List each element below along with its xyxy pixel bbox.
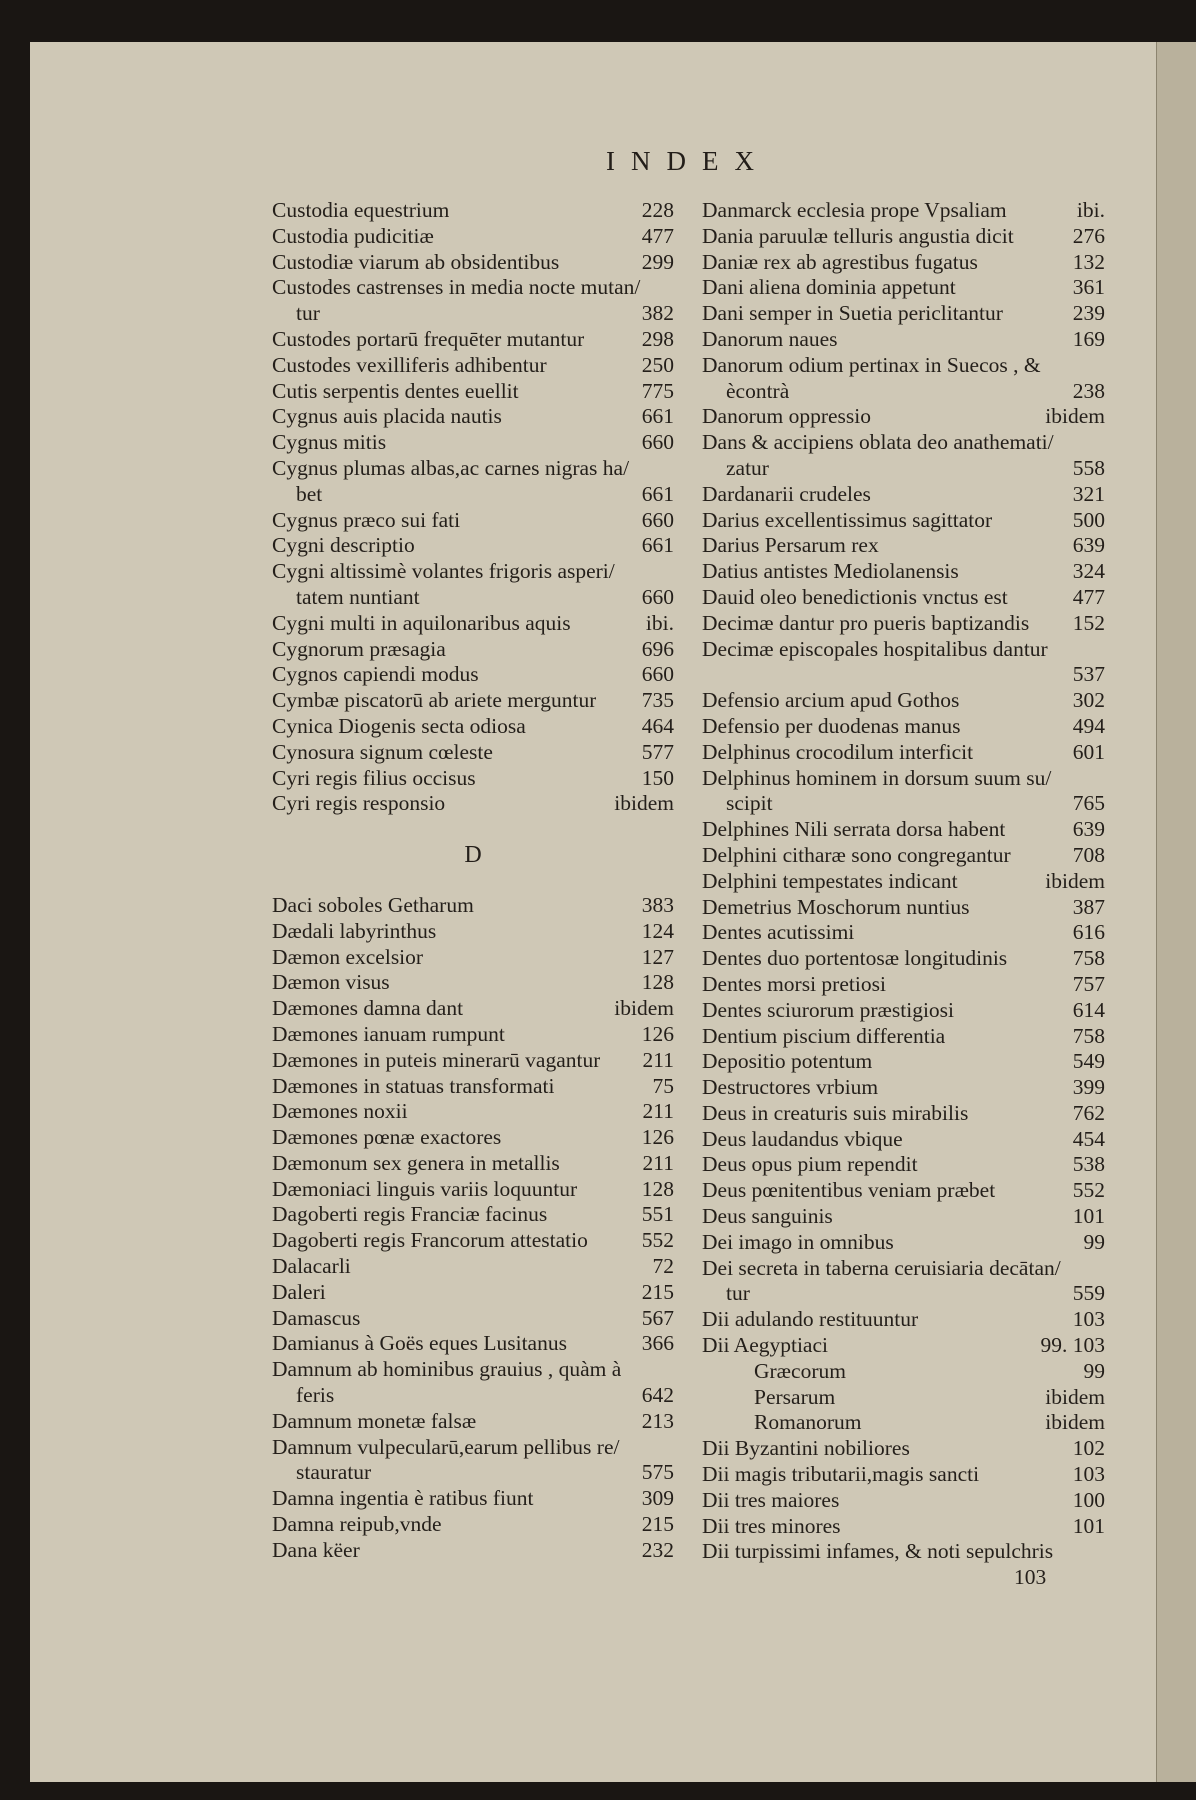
entry-text: Danorum oppressio <box>702 404 871 429</box>
index-entry <box>272 1409 674 1435</box>
index-entry <box>702 327 1105 353</box>
entry-page: 708 <box>1072 842 1105 867</box>
entry-text: Dauid oleo benedictionis vnctus est <box>702 584 1008 609</box>
entry-text: Darius Persarum rex <box>702 533 879 558</box>
index-entry-last: Dii turpissimi infames, & noti sepulchris 103 <box>702 1539 1054 1590</box>
entry-text: Custodiæ viarum ab obsidentibus <box>272 249 560 274</box>
entry-text: Cygnus auis placida nautis <box>272 404 502 429</box>
entry-page: 551 <box>641 1202 674 1227</box>
entry-text: Decimæ dantur pro pueris baptizandis <box>702 610 1030 635</box>
entry-page: 211 <box>642 1150 674 1175</box>
entry-page: 601 <box>1072 739 1105 764</box>
entry-text: Dæmones in puteis minerarū vagantur <box>272 1047 601 1072</box>
index-entry-wrapped: Dei secreta in taberna ceruisiaria decātan/ tur 559 <box>702 1255 1105 1306</box>
entry-text: Dii Byzantini nobiliores <box>702 1436 910 1461</box>
index-entry <box>272 250 674 276</box>
index-entry <box>702 1049 1105 1075</box>
entry-text: Dæmon excelsior <box>272 944 424 969</box>
right-subentries <box>702 1359 1105 1436</box>
entry-text: Custodia equestrium <box>272 198 450 222</box>
entry-text: Cynosura signum cœleste <box>272 739 493 764</box>
index-entry <box>272 970 674 996</box>
entry-page: 127 <box>641 944 674 969</box>
entry-page: 101 <box>1072 1204 1105 1229</box>
index-entry <box>272 379 674 405</box>
entry-text: Damascus <box>272 1305 361 1330</box>
entry-page: 500 <box>1072 507 1105 532</box>
index-entry <box>702 585 1105 611</box>
entry-text: Danorum naues <box>702 326 838 351</box>
index-entry <box>702 1307 1105 1333</box>
entry-text: Dei imago in omnibus <box>702 1229 894 1254</box>
entry-page: 660 <box>641 662 674 687</box>
entry-text: Cygni multi in aquilonaribus aquis <box>272 610 571 635</box>
index-entry <box>272 611 674 637</box>
entry-text: Custodes portarū frequēter mutantur <box>272 326 585 351</box>
entry-text: Deus sanguinis <box>702 1204 833 1229</box>
index-entry <box>702 508 1105 534</box>
entry-page: 696 <box>641 636 674 661</box>
entry-page: 99 <box>1083 1358 1105 1383</box>
entry-text: Cygnos capiendi modus <box>272 662 479 687</box>
left-group-f <box>272 1409 674 1435</box>
entry-page: 399 <box>1072 1075 1105 1100</box>
entry-page: 567 <box>641 1305 674 1330</box>
entry-page: 126 <box>641 1021 674 1046</box>
index-entry-wrapped: Danorum odium pertinax in Suecos , & ècontrà 238 <box>702 352 1105 403</box>
index-entry <box>272 198 674 224</box>
entry-page: ibidem <box>1045 1410 1105 1435</box>
entry-text: Dædali labyrinthus <box>272 918 437 943</box>
index-entry <box>272 1538 674 1564</box>
entry-page: 321 <box>1072 481 1105 506</box>
entry-text: Damianus à Goës eques Lusitanus <box>272 1331 567 1356</box>
entry-page: 72 <box>652 1254 674 1279</box>
entry-page: 549 <box>1072 1049 1105 1074</box>
entry-page: 152 <box>1072 610 1105 635</box>
entry-page: 661 <box>641 533 674 558</box>
entry-page: 639 <box>1072 533 1105 558</box>
index-entry <box>702 224 1105 250</box>
index-entry <box>272 1228 674 1254</box>
index-entry <box>272 791 674 817</box>
entry-text: Cynica Diogenis secta odiosa <box>272 713 526 738</box>
entry-text: Custodes vexilliferis adhibentur <box>272 352 547 377</box>
index-entry <box>272 766 674 792</box>
entry-page: 126 <box>641 1125 674 1150</box>
index-entry <box>702 1230 1105 1256</box>
index-entry <box>702 1075 1105 1101</box>
entry-text: Cygnus mitis <box>272 430 387 455</box>
entry-page: 124 <box>641 918 674 943</box>
index-entry <box>272 996 674 1022</box>
page-edge <box>1156 42 1196 1782</box>
index-entry <box>272 945 674 971</box>
entry-page: 309 <box>641 1486 674 1511</box>
index-entry-wrapped: Delphinus hominem in dorsum suum su/ scipit 765 <box>702 765 1105 816</box>
entry-text: Deus pœnitentibus veniam præbet <box>702 1178 996 1203</box>
entry-page: 660 <box>641 430 674 455</box>
index-entry <box>702 301 1105 327</box>
entry-page: ibidem <box>614 791 674 816</box>
index-entry <box>754 1385 1105 1411</box>
entry-text: Deus laudandus vbique <box>702 1126 903 1151</box>
index-entry <box>272 224 674 250</box>
index-entry <box>272 404 674 430</box>
entry-page: 552 <box>1072 1178 1105 1203</box>
entry-text: Datius antistes Mediolanensis <box>702 559 959 584</box>
entry-page: 383 <box>641 892 674 917</box>
entry-text: Defensio arcium apud Gothos <box>702 688 960 713</box>
entry-page: 538 <box>1072 1152 1105 1177</box>
index-entry <box>702 1488 1105 1514</box>
index-entry <box>702 1333 1105 1359</box>
left-group-a <box>272 198 674 275</box>
index-entry <box>754 1359 1105 1385</box>
left-column <box>272 198 674 1564</box>
entry-text: Dani aliena dominia appetunt <box>702 275 956 300</box>
index-entry <box>272 1074 674 1100</box>
entry-page: 211 <box>642 1047 674 1072</box>
entry-page: 757 <box>1072 971 1105 996</box>
entry-page: 775 <box>641 378 674 403</box>
entry-text: Dalacarli <box>272 1254 351 1279</box>
entry-page: 75 <box>652 1073 674 1098</box>
entry-text: Deus opus pium rependit <box>702 1152 918 1177</box>
entry-text: Dana këer <box>272 1537 360 1562</box>
index-entry-wrapped: Decimæ episcopales hospitalibus dantur 537 <box>702 636 1105 687</box>
entry-text: Dentes morsi pretiosi <box>702 971 886 996</box>
entry-text: Dæmones ianuam rumpunt <box>272 1021 505 1046</box>
left-group-b <box>272 327 674 456</box>
entry-text: Dii tres minores <box>702 1513 841 1538</box>
entry-text: Dentes duo portentosæ longitudinis <box>702 946 1008 971</box>
entry-page: 762 <box>1072 1100 1105 1125</box>
entry-text: Damna reipub,vnde <box>272 1512 442 1537</box>
index-entry <box>272 430 674 456</box>
entry-page: 132 <box>1072 249 1105 274</box>
index-entry <box>702 920 1105 946</box>
entry-page: 387 <box>1072 894 1105 919</box>
entry-text: Daleri <box>272 1279 326 1304</box>
index-entry <box>272 1306 674 1332</box>
entry-text: Dæmonum sex genera in metallis <box>272 1150 560 1175</box>
index-entry <box>272 637 674 663</box>
right-group-c <box>702 482 1105 637</box>
index-entry <box>272 1125 674 1151</box>
entry-text: Cygni descriptio <box>272 533 415 558</box>
entry-text: Dagoberti regis Franciæ facinus <box>272 1202 548 1227</box>
entry-text: Dii Aegyptiaci <box>702 1333 828 1358</box>
index-entry <box>272 662 674 688</box>
index-entry <box>702 972 1105 998</box>
entry-page: 758 <box>1072 946 1105 971</box>
entry-page: ibidem <box>1045 1384 1105 1409</box>
entry-text: Dagoberti regis Francorum attestatio <box>272 1228 588 1253</box>
entry-page: 128 <box>641 1176 674 1201</box>
index-entry <box>272 1177 674 1203</box>
index-entry <box>272 1486 674 1512</box>
index-entry-wrapped: Cygnus plumas albas,ac carnes nigras ha/ bet 661 <box>272 455 674 506</box>
index-entry <box>702 1024 1105 1050</box>
index-entry <box>702 275 1105 301</box>
index-entry <box>272 1280 674 1306</box>
entry-page: 577 <box>641 739 674 764</box>
entry-text: Dæmon visus <box>272 970 390 995</box>
entry-text: Deus in creaturis suis mirabilis <box>702 1100 969 1125</box>
entry-text: Danmarck ecclesia prope Vpsaliam <box>702 198 1007 222</box>
index-entry <box>272 740 674 766</box>
entry-text: Delphini tempestates indicant <box>702 868 958 893</box>
entry-page: 361 <box>1072 275 1105 300</box>
index-entry <box>702 688 1105 714</box>
entry-page: 215 <box>641 1512 674 1537</box>
entry-text: Dani semper in Suetia periclitantur <box>702 301 1003 326</box>
entry-page: 100 <box>1072 1487 1105 1512</box>
entry-text: Cygnus præco sui fati <box>272 507 461 532</box>
index-entry <box>702 533 1105 559</box>
entry-text: Cyri regis filius occisus <box>272 765 476 790</box>
entry-page: 302 <box>1072 688 1105 713</box>
entry-text: Dentium piscium differentia <box>702 1023 946 1048</box>
entry-text: Damna ingentia è ratibus fiunt <box>272 1486 534 1511</box>
entry-text: Dania paruulæ telluris angustia dicit <box>702 223 1014 248</box>
index-entry <box>272 1202 674 1228</box>
index-entry <box>702 198 1105 224</box>
index-entry <box>272 508 674 534</box>
entry-page: 150 <box>641 765 674 790</box>
index-entry <box>754 1410 1105 1436</box>
entry-text: Dardanarii crudeles <box>702 481 871 506</box>
left-group-c <box>272 508 674 560</box>
index-entry <box>702 895 1105 921</box>
entry-page: ibidem <box>1045 868 1105 893</box>
entry-page: 239 <box>1072 301 1105 326</box>
index-entry <box>272 1022 674 1048</box>
index-entry <box>272 714 674 740</box>
entry-page: 494 <box>1072 713 1105 738</box>
entry-page: 276 <box>1072 223 1105 248</box>
right-group-e <box>702 817 1105 1256</box>
index-entry-wrapped: Damnum vulpecularū,earum pellibus re/ stauratur 575 <box>272 1434 674 1485</box>
entry-page: 103 <box>1072 1462 1105 1487</box>
index-entry <box>702 404 1105 430</box>
entry-text: Cygnorum præsagia <box>272 636 446 661</box>
entry-page: ibidem <box>1045 404 1105 429</box>
entry-text: Defensio per duodenas manus <box>702 713 961 738</box>
entry-page: ibidem <box>614 996 674 1021</box>
index-entry-wrapped: Damnum ab hominibus grauius , quàm à feris 642 <box>272 1357 674 1408</box>
entry-text: Delphini citharæ sono congregantur <box>702 842 1011 867</box>
entry-text: Damnum monetæ falsæ <box>272 1408 477 1433</box>
entry-page: 232 <box>641 1537 674 1562</box>
entry-text: Persarum <box>754 1384 836 1409</box>
entry-text: Græcorum <box>754 1358 846 1383</box>
index-entry <box>272 1512 674 1538</box>
entry-text: Dæmones in statuas transformati <box>272 1073 555 1098</box>
entry-page: 552 <box>641 1228 674 1253</box>
entry-page: 464 <box>641 713 674 738</box>
index-entry <box>702 714 1105 740</box>
entry-text: Dæmoniaci linguis variis loquuntur <box>272 1176 578 1201</box>
entry-text: Cyri regis responsio <box>272 791 446 816</box>
index-entry <box>272 1254 674 1280</box>
section-heading: D <box>464 842 482 869</box>
index-entry <box>272 327 674 353</box>
entry-page: 616 <box>1072 920 1105 945</box>
entry-page: 250 <box>641 352 674 377</box>
index-entry-wrapped: Cygni altissimè volantes frigoris asperi/ tatem nuntiant 660 <box>272 559 674 609</box>
entry-page: 169 <box>1072 326 1105 351</box>
index-entry <box>272 1048 674 1074</box>
index-entry <box>702 817 1105 843</box>
entry-page: 215 <box>641 1279 674 1304</box>
index-entry <box>702 1514 1105 1540</box>
entry-text: Dæmones damna dant <box>272 996 464 1021</box>
entry-text: Daniæ rex ab agrestibus fugatus <box>702 249 978 274</box>
entry-text: Darius excellentissimus sagittator <box>702 507 993 532</box>
index-entry <box>272 1331 674 1357</box>
entry-text: Cymbæ piscatorū ab ariete merguntur <box>272 688 597 713</box>
right-group-a <box>702 198 1105 353</box>
index-entry <box>702 611 1105 637</box>
index-entry <box>702 946 1105 972</box>
entry-page: 298 <box>641 326 674 351</box>
left-group-e <box>272 893 674 1357</box>
entry-text: Destructores vrbium <box>702 1075 879 1100</box>
entry-text: Dentes acutissimi <box>702 920 855 945</box>
entry-page: 99. 103 <box>1040 1333 1105 1358</box>
entry-text: Demetrius Moschorum nuntius <box>702 894 970 919</box>
page-title: INDEX <box>606 146 770 176</box>
index-entry <box>702 1178 1105 1204</box>
entry-text: Dii adulando restituuntur <box>702 1307 919 1332</box>
entry-page: 661 <box>641 404 674 429</box>
entry-page: 324 <box>1072 559 1105 584</box>
index-entry <box>272 893 674 919</box>
index-entry <box>702 843 1105 869</box>
index-entry <box>702 559 1105 585</box>
index-entry <box>702 1101 1105 1127</box>
entry-text: Dæmones pœnæ exactores <box>272 1125 502 1150</box>
index-entry <box>272 1099 674 1125</box>
index-entry <box>702 740 1105 766</box>
entry-text: Romanorum <box>754 1410 862 1435</box>
entry-page: 211 <box>642 1099 674 1124</box>
index-entry <box>702 1436 1105 1462</box>
entry-page: ibi. <box>645 610 674 635</box>
entry-page: 639 <box>1072 817 1105 842</box>
entry-page: 660 <box>641 507 674 532</box>
entry-page: 758 <box>1072 1023 1105 1048</box>
entry-text: Cutis serpentis dentes euellit <box>272 378 519 403</box>
index-entry <box>702 1152 1105 1178</box>
entry-page: 477 <box>1072 584 1105 609</box>
index-entry <box>272 533 674 559</box>
index-entry-wrapped: Custodes castrenses in media nocte mutan/ tur 382 <box>272 275 674 326</box>
index-entry <box>702 482 1105 508</box>
right-group-f <box>702 1307 1105 1359</box>
index-entry <box>272 353 674 379</box>
entry-page: 103 <box>1072 1307 1105 1332</box>
index-entry <box>272 688 674 714</box>
entry-text: Custodia pudicitiæ <box>272 223 434 248</box>
entry-page: 102 <box>1072 1436 1105 1461</box>
left-group-d <box>272 611 674 817</box>
entry-text: Delphines Nili serrata dorsa habent <box>702 817 1006 842</box>
entry-text: Daci soboles Getharum <box>272 892 474 917</box>
entry-page: 454 <box>1072 1126 1105 1151</box>
entry-text: Dentes sciurorum præstigiosi <box>702 997 955 1022</box>
entry-page: 228 <box>641 198 674 222</box>
right-group-d <box>702 688 1105 765</box>
entry-page: 99 <box>1083 1229 1105 1254</box>
left-group-g <box>272 1486 674 1563</box>
entry-page: 101 <box>1072 1513 1105 1538</box>
entry-text: Dii tres maiores <box>702 1487 840 1512</box>
right-column <box>702 198 1105 1591</box>
index-entry <box>272 919 674 945</box>
entry-page: 128 <box>641 970 674 995</box>
entry-page: 477 <box>641 223 674 248</box>
index-entry <box>702 250 1105 276</box>
entry-page: 299 <box>641 249 674 274</box>
index-entry <box>702 869 1105 895</box>
entry-text: Dæmones noxii <box>272 1099 408 1124</box>
index-entry <box>702 998 1105 1024</box>
entry-text: Depositio potentum <box>702 1049 873 1074</box>
entry-text: Delphinus crocodilum interficit <box>702 739 974 764</box>
entry-page: 366 <box>641 1331 674 1356</box>
entry-page: 614 <box>1072 997 1105 1022</box>
entry-page: 213 <box>641 1408 674 1433</box>
index-entry <box>702 1127 1105 1153</box>
index-entry <box>702 1462 1105 1488</box>
index-entry-wrapped: Dans & accipiens oblata deo anathemati/ zatur 558 <box>702 430 1105 480</box>
index-entry <box>702 1204 1105 1230</box>
entry-page: ibi. <box>1076 198 1105 222</box>
entry-page: 735 <box>641 688 674 713</box>
index-entry <box>272 1151 674 1177</box>
right-group-b <box>702 404 1105 430</box>
right-group-g <box>702 1436 1105 1539</box>
entry-text: Dii magis tributarii,magis sancti <box>702 1462 980 1487</box>
